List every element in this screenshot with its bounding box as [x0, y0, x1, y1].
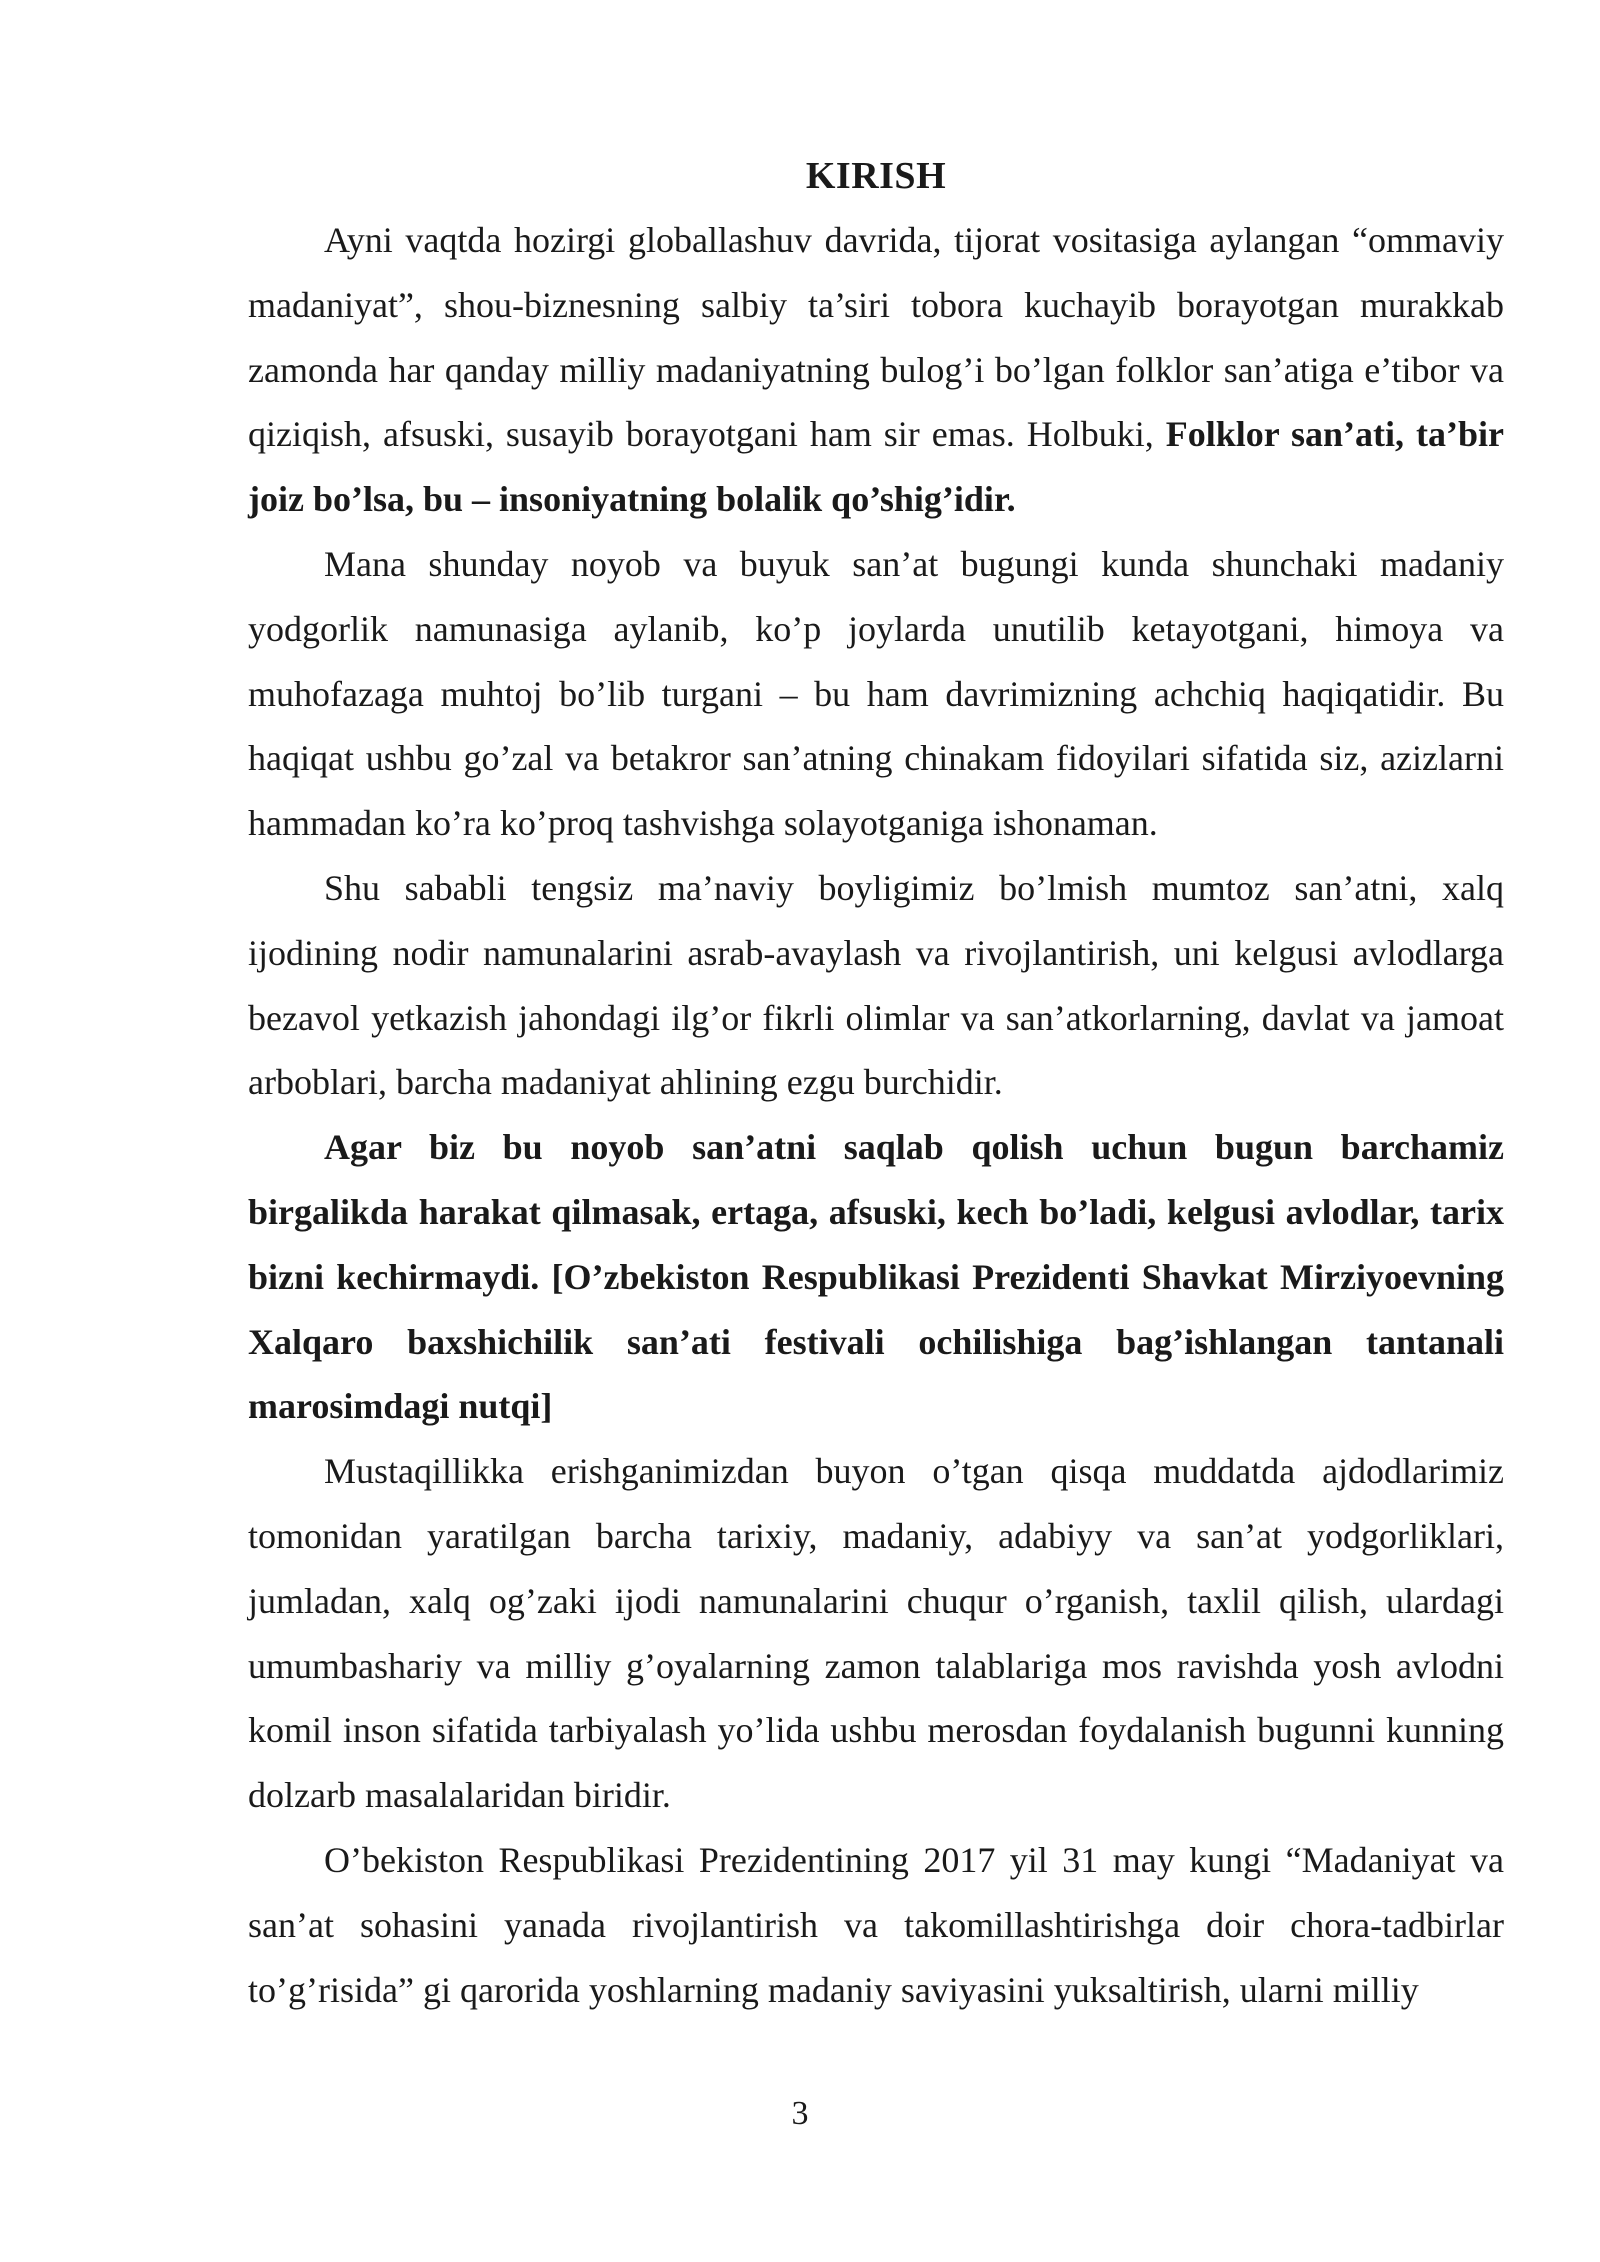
- paragraph-1-text: Ayni vaqtda hozirgi globallashuv davrida, tijorat vositasiga aylangan “ommaviy madaniyat”, shou-biznesning salbiy ta’siri tobora kuchayib borayotgan murakkab zamonda har qanday milliy madaniyatning bulog’i bo’lgan folklor san’atiga e’tibor va qiziqish, afsuski, susayib borayotgani ham sir emas. Holbuki,: [248, 220, 1504, 455]
- paragraph-1-bold-quote: Folklor san’ati, ta’bir joiz bo’lsa, bu – insoniyatning bolalik qo’shig’idir.: [248, 414, 1504, 520]
- paragraph-5-text: Mustaqillikka erishganimizdan buyon o’tgan qisqa muddatda ajdodlarimiz tomonidan yaratilgan barcha tarixiy, madaniy, adabiyy va san’at yodgorliklari, jumladan, xalq og’zaki ijodi namunalarini chuqur o’rganish, taxlil qilish, ulardagi umumbashariy va milliy g’oyalarning zamon talablariga mos ravishda yosh avlodni komil inson sifatida tarbiyalash yo’lida ushbu merosdan foydalanish bugunni kunning dolzarb masalalaridan biridir.: [248, 1451, 1504, 1816]
- paragraph-3-text: Shu sababli tengsiz ma’naviy boyligimiz bo’lmish mumtoz san’atni, xalq ijodining nodir namunalarini asrab-avaylash va rivojlantirish, uni kelgusi avlodlarga bezavol yetkazish jahondagi ilg’or fikrli olimlar va san’atkorlarning, davlat va jamoat arboblari, barcha madaniyat ahlining ezgu burchidir.: [248, 867, 1504, 1103]
- page-number: 3: [791, 2095, 809, 2132]
- paragraph-1: [248, 208, 1504, 532]
- paragraph-3: [248, 856, 1504, 1115]
- paragraph-4-text: Agar biz bu noyob san’atni saqlab qolish uchun bugun barchamiz birgalikda harakat qilmasak, ertaga, afsuski, kech bo’ladi, kelgusi avlodlar, tarix bizni kechirmaydi. [O’zbekiston Respublikasi Prezidenti Shavkat Mirziyoevning Xalqaro baxshichilik san’ati festivali ochilishiga bag’ishlangan tantanali marosimdagi nutqi]: [248, 1127, 1504, 1427]
- paragraph-2: [248, 532, 1504, 856]
- paragraph-6-text: O’bekiston Respublikasi Prezidentining 2017 yil 31 may kungi “Madaniyat va san’at sohasini yanada rivojlantirish va takomillashtirishga doir chora-tadbirlar to’g’risida” gi qarorida yoshlarning madaniy saviyasini yuksaltirish, ularni milliy: [248, 1839, 1504, 2010]
- document-body: [248, 144, 1504, 2022]
- page-title: KIRISH: [805, 155, 947, 197]
- paragraph-5: [248, 1439, 1504, 1828]
- paragraph-2-text: Mana shunday noyob va buyuk san’at bugungi kunda shunchaki madaniy yodgorlik namunasiga aylanib, ko’p joylarda unutilib ketayotgani, himoya va muhofazaga muhtoj bo’lib turgani – bu ham davrimizning achchiq haqiqatidir. Bu haqiqat ushbu go’zal va betakror san’atning chinakam fidoyilari sifatida siz, azizlarni hammadan ko’ra ko’proq tashvishga solayotganiga ishonaman.: [248, 543, 1504, 844]
- paragraph-6: [248, 1828, 1504, 2022]
- paragraph-4-bold-quote: [248, 1115, 1504, 1439]
